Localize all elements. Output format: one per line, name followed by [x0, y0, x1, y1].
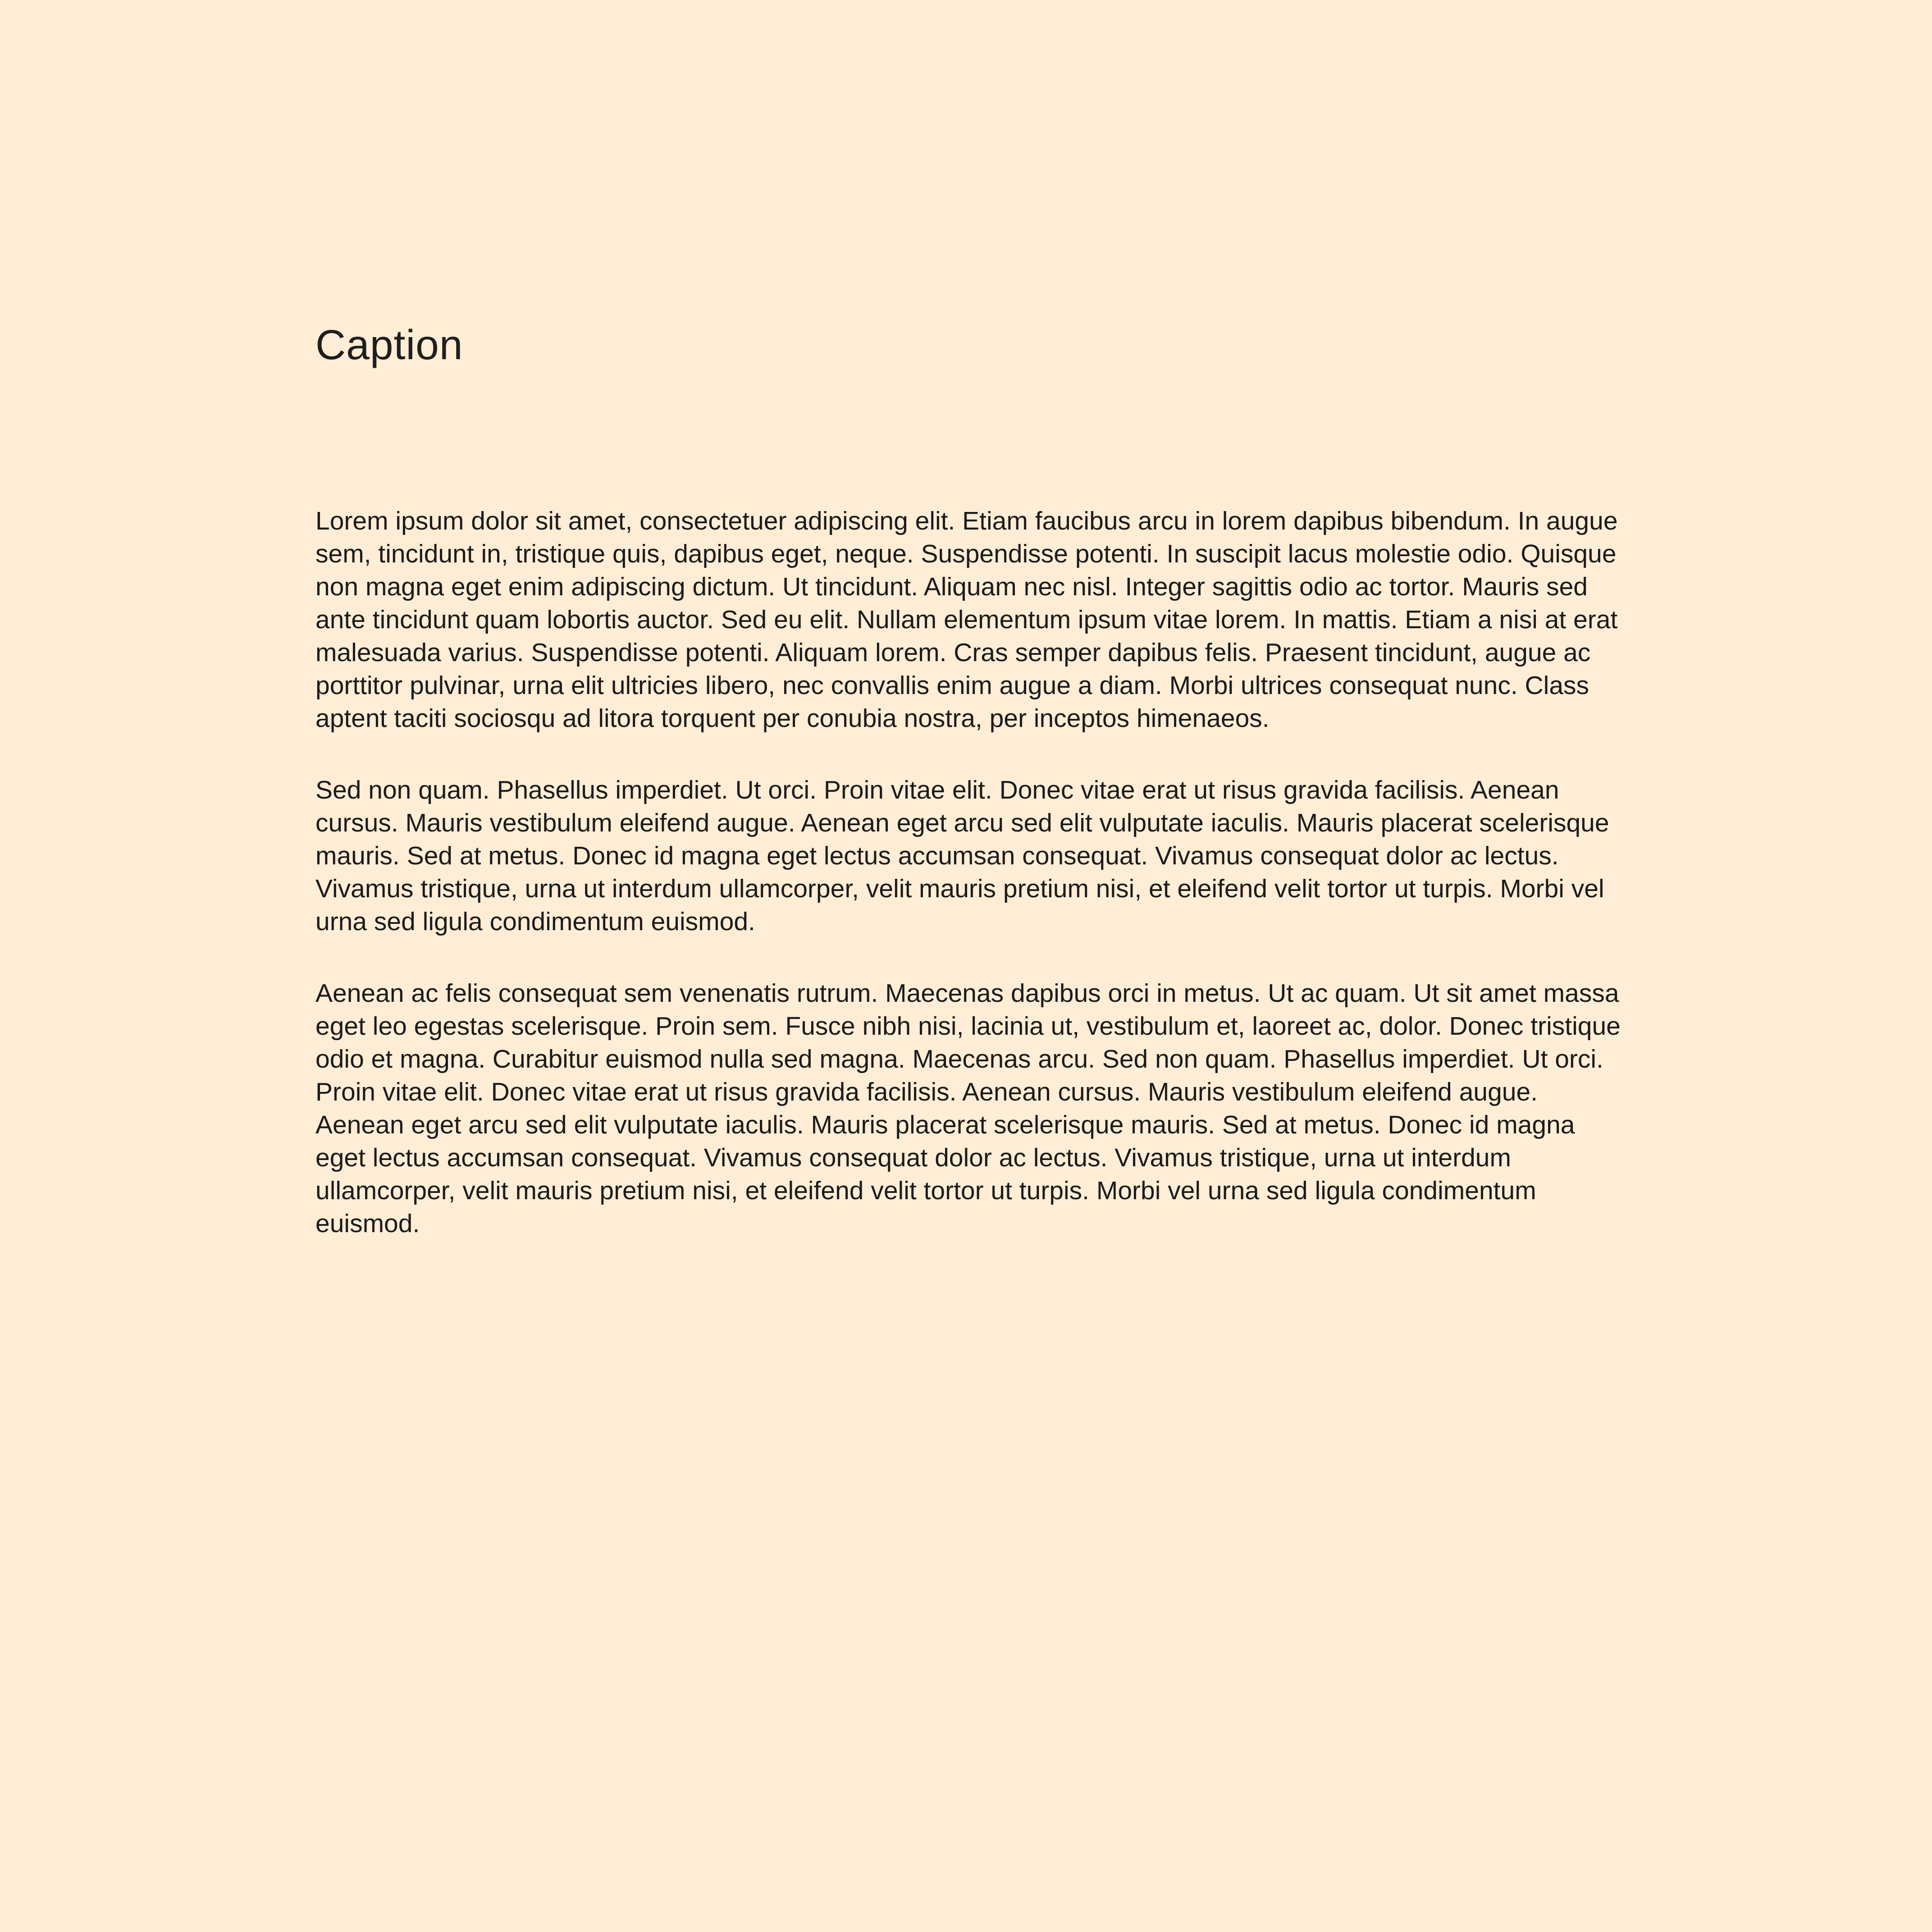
paragraph: Aenean ac felis consequat sem venenatis rutrum. Maecenas dapibus orci in metus. Ut ac quam. Ut sit amet massa eget leo egestas scelerisque. Proin sem. Fusce nibh nisi, lacinia ut, vestibulum et, laoreet ac, dolor. Donec tristique odio et magna. Curabitur euismod nulla sed magna. Maecenas arcu. Sed non quam. Phasellus imperdiet. Ut orci. Proin vitae elit. Donec vitae erat ut risus gravida facilisis. Aenean cursus. Mauris vestibulum eleifend augue. Aenean eget arcu sed elit vulputate iaculis. Mauris placerat scelerisque mauris. Sed at metus. Donec id magna eget lectus accumsan consequat. Vivamus consequat dolor ac lectus. Vivamus tristique, urna ut interdum ullamcorper, velit mauris pretium nisi, et eleifend velit tortor ut turpis. Morbi vel urna sed ligula condimentum euismod. — [315, 979, 1621, 1238]
document-content — [315, 315, 1622, 1279]
body-text — [315, 505, 1622, 1240]
page-caption: Caption — [315, 321, 463, 368]
paragraph: Sed non quam. Phasellus imperdiet. Ut orci. Proin vitae elit. Donec vitae erat ut risus gravida facilisis. Aenean cursus. Mauris vestibulum eleifend augue. Aenean eget arcu sed elit vulputate iaculis. Mauris placerat scelerisque mauris. Sed at metus. Donec id magna eget lectus accumsan consequat. Vivamus consequat dolor ac lectus. Vivamus tristique, urna ut interdum ullamcorper, velit mauris pretium nisi, et eleifend velit tortor ut turpis. Morbi vel urna sed ligula condimentum euismod. — [315, 776, 1609, 936]
paragraph: Lorem ipsum dolor sit amet, consectetuer adipiscing elit. Etiam faucibus arcu in lorem dapibus bibendum. In augue sem, tincidunt in, tristique quis, dapibus eget, neque. Suspendisse potenti. In suscipit lacus molestie odio. Quisque non magna eget enim adipiscing dictum. Ut tincidunt. Aliquam nec nisl. Integer sagittis odio ac tortor. Mauris sed ante tincidunt quam lobortis auctor. Sed eu elit. Nullam elementum ipsum vitae lorem. In mattis. Etiam a nisi at erat malesuada varius. Suspendisse potenti. Aliquam lorem. Cras semper dapibus felis. Praesent tincidunt, augue ac porttitor pulvinar, urna elit ultricies libero, nec convallis enim augue a diam. Morbi ultrices consequat nunc. Class aptent taciti sociosqu ad litora torquent per conubia nostra, per inceptos himenaeos. — [315, 507, 1618, 733]
